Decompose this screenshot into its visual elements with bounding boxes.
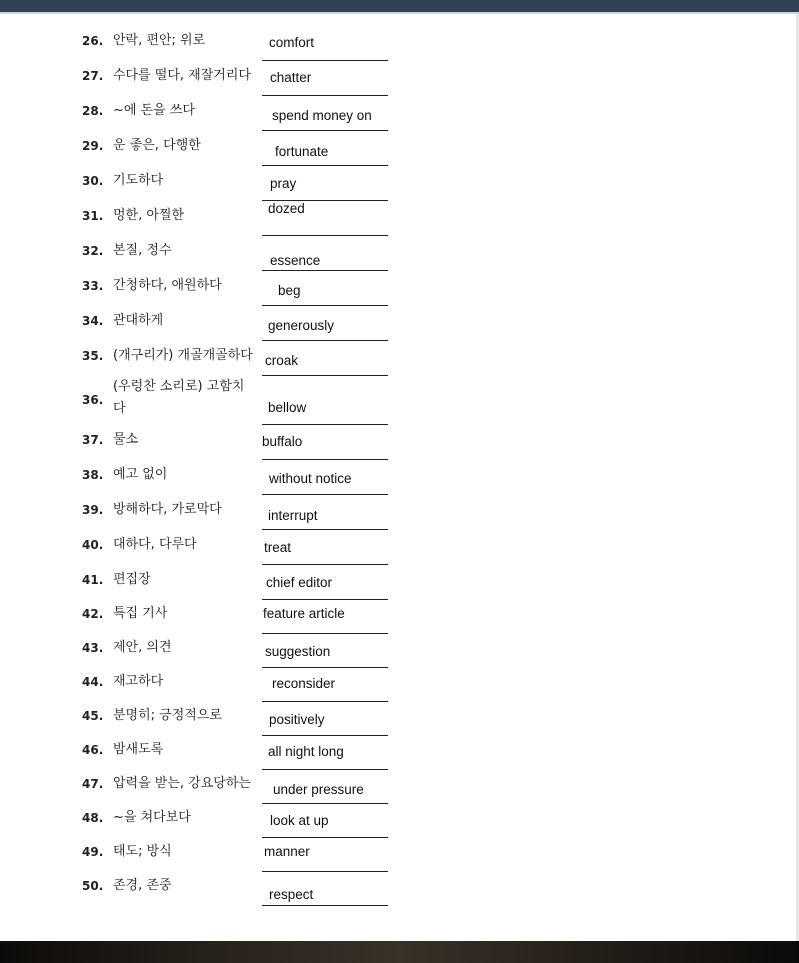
- answer-blank: [262, 96, 388, 131]
- answer-blank: [262, 166, 388, 201]
- korean-meaning: 멍한, 아찔한: [113, 208, 185, 223]
- korean-meaning: 운 좋은, 다행한: [113, 138, 201, 153]
- english-answer: chief editor: [266, 575, 333, 590]
- item-number: 33.: [82, 279, 104, 293]
- korean-meaning: (개구리가) 개골개골하다: [113, 348, 253, 363]
- answer-blank: [262, 735, 388, 770]
- answer-blank: [262, 803, 388, 838]
- item-number: 32.: [82, 244, 104, 258]
- item-number: 28.: [82, 104, 104, 118]
- vocab-row: [0, 599, 799, 633]
- vocab-row: [0, 376, 799, 424]
- english-answer: beg: [278, 283, 301, 298]
- item-number: 29.: [82, 139, 104, 153]
- korean-meaning: 압력을 받는, 강요당하는: [113, 776, 251, 791]
- korean-meaning: 분명히; 긍정적으로: [113, 708, 222, 723]
- item-number: 27.: [82, 69, 104, 83]
- answer-blank: [262, 667, 388, 702]
- item-number: 36.: [82, 393, 104, 407]
- item-number: 35.: [82, 349, 104, 363]
- korean-meaning: 태도; 방식: [113, 844, 172, 859]
- vocab-row: [0, 460, 799, 494]
- answer-blank: [262, 565, 388, 600]
- answer-blank: [262, 495, 388, 530]
- english-answer: bellow: [268, 400, 307, 415]
- vocab-row: [0, 271, 799, 305]
- vocab-row: [0, 735, 799, 769]
- korean-meaning: 편집장: [113, 572, 151, 587]
- korean-meaning: 안락, 편안; 위로: [113, 33, 206, 48]
- english-answer: reconsider: [272, 676, 336, 691]
- answer-blank: [262, 633, 388, 668]
- english-answer: without notice: [269, 471, 352, 486]
- english-answer: under pressure: [273, 782, 364, 797]
- item-number: 38.: [82, 468, 104, 482]
- item-number: 41.: [82, 573, 104, 587]
- answer-blank: [262, 306, 388, 341]
- english-answer: comfort: [269, 35, 315, 50]
- korean-meaning: 밤새도록: [113, 742, 164, 757]
- answer-blank: [262, 769, 388, 804]
- item-number: 42.: [82, 607, 104, 621]
- answer-blank: [262, 271, 388, 306]
- answer-blank: [262, 201, 388, 236]
- korean-meaning: 예고 없이: [113, 467, 168, 482]
- vocab-row: [0, 425, 799, 459]
- english-answer: all night long: [268, 744, 344, 759]
- korean-meaning: 관대하게: [113, 313, 164, 328]
- item-number: 50.: [82, 879, 104, 893]
- korean-meaning: (우렁찬 소리로) 고함치다: [113, 379, 245, 416]
- answer-blank: [262, 837, 388, 872]
- english-answer: generously: [268, 318, 335, 333]
- korean-meaning: ~에 돈을 쓰다: [113, 103, 195, 118]
- answer-blank: [262, 460, 388, 495]
- vocab-row: [0, 701, 799, 735]
- item-number: 45.: [82, 709, 104, 723]
- answer-blank: [262, 701, 388, 736]
- english-answer: treat: [264, 540, 292, 555]
- item-number: 39.: [82, 503, 104, 517]
- vocab-row: [0, 633, 799, 667]
- answer-blank: [262, 871, 388, 906]
- vocab-row: [0, 803, 799, 837]
- answer-blank: [262, 61, 388, 96]
- korean-meaning: 존경, 존중: [113, 878, 172, 893]
- item-number: 40.: [82, 538, 104, 552]
- korean-meaning: 기도하다: [113, 173, 164, 188]
- english-answer: interrupt: [268, 508, 318, 523]
- vocab-row: [0, 565, 799, 599]
- english-answer: pray: [270, 176, 297, 191]
- english-answer: suggestion: [265, 644, 331, 659]
- korean-meaning: 방해하다, 가로막다: [113, 502, 222, 517]
- vocab-row: [0, 201, 799, 235]
- english-answer: dozed: [268, 201, 305, 216]
- english-answer: croak: [265, 353, 299, 368]
- vocab-row: [0, 131, 799, 165]
- item-number: 48.: [82, 811, 104, 825]
- answer-blank: [262, 599, 388, 634]
- answer-blank: [262, 131, 388, 166]
- korean-meaning: 제안, 의견: [113, 640, 172, 655]
- item-number: 49.: [82, 845, 104, 859]
- english-answer: respect: [269, 887, 314, 902]
- window-top-bar: [0, 0, 799, 14]
- answer-blank: [262, 341, 388, 376]
- korean-meaning: ~을 쳐다보다: [113, 810, 191, 825]
- korean-meaning: 대하다, 다루다: [113, 537, 197, 552]
- vocab-row: [0, 667, 799, 701]
- answer-blank: [262, 530, 388, 565]
- item-number: 34.: [82, 314, 104, 328]
- vocab-row: [0, 769, 799, 803]
- item-number: 46.: [82, 743, 104, 757]
- english-answer: positively: [269, 712, 325, 727]
- english-answer: fortunate: [275, 144, 329, 159]
- korean-meaning: 특집 기사: [113, 606, 168, 621]
- korean-meaning: 수다를 떨다, 재잘거리다: [113, 68, 251, 83]
- item-number: 44.: [82, 675, 104, 689]
- english-answer: buffalo: [262, 434, 303, 449]
- item-number: 26.: [82, 34, 104, 48]
- vocab-row: [0, 530, 799, 564]
- answer-blank: [262, 236, 388, 271]
- korean-meaning: 간청하다, 애원하다: [113, 278, 222, 293]
- vocab-row: [0, 837, 799, 871]
- bottom-bar: [0, 941, 799, 963]
- vocab-row: [0, 96, 799, 130]
- english-answer: spend money on: [272, 108, 372, 123]
- korean-meaning: 재고하다: [113, 674, 164, 689]
- english-answer: manner: [264, 844, 310, 859]
- answer-blank: [262, 376, 388, 425]
- answer-blank: [262, 26, 388, 61]
- english-answer: chatter: [270, 70, 312, 85]
- korean-meaning: 본질, 정수: [113, 243, 172, 258]
- english-answer: look at up: [270, 813, 329, 828]
- item-number: 43.: [82, 641, 104, 655]
- vocab-row: [0, 495, 799, 529]
- vocab-row: [0, 341, 799, 375]
- korean-meaning: 물소: [113, 432, 139, 447]
- item-number: 37.: [82, 433, 104, 447]
- answer-blank: [262, 425, 388, 460]
- vocab-row: [0, 871, 799, 905]
- english-answer: feature article: [263, 606, 345, 621]
- vocab-row: [0, 306, 799, 340]
- vocab-row: [0, 61, 799, 95]
- vocab-row: [0, 236, 799, 270]
- vocab-row: [0, 26, 799, 60]
- vocab-row: [0, 166, 799, 200]
- item-number: 30.: [82, 174, 104, 188]
- item-number: 31.: [82, 209, 104, 223]
- item-number: 47.: [82, 777, 104, 791]
- english-answer: essence: [270, 253, 321, 268]
